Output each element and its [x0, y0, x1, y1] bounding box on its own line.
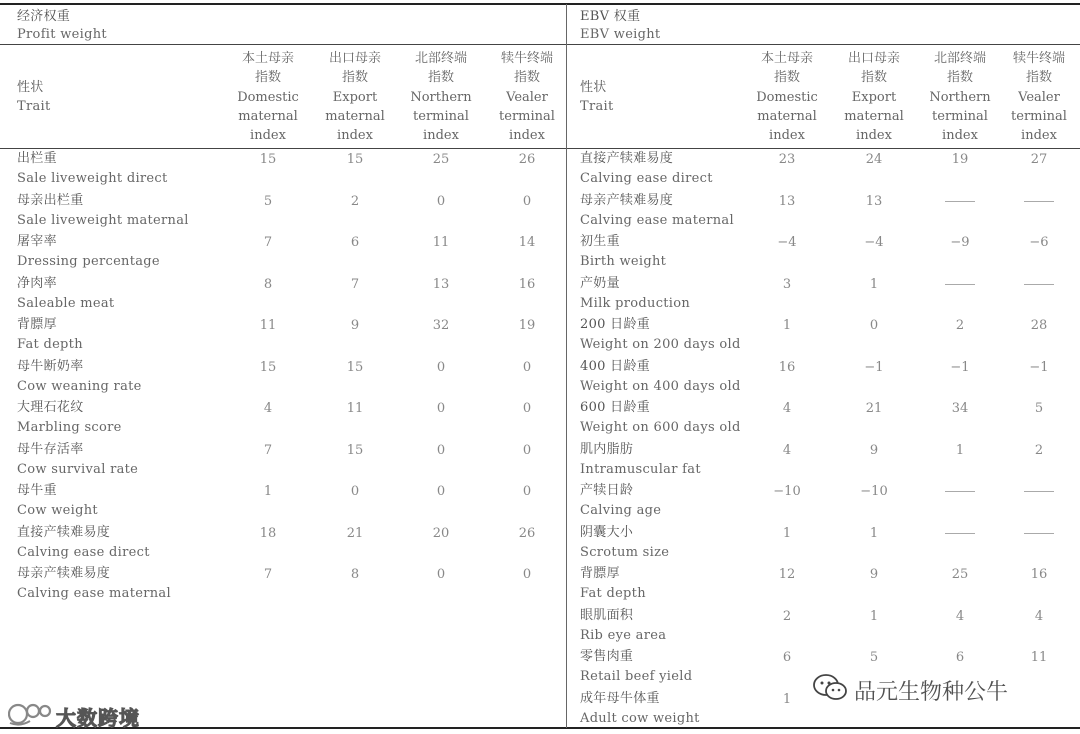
right-cell-value: 1 — [782, 691, 792, 707]
right-row-trait-zh: 肌内脂肪 — [580, 441, 634, 457]
left-cell-value: 11 — [432, 235, 450, 250]
left-row-trait-en: Cow survival rate — [17, 461, 139, 477]
brand-logo-icon — [8, 701, 52, 731]
left-row-trait-en: Calving ease maternal — [17, 586, 171, 601]
left-row-trait-en: Cow weaning rate — [17, 378, 142, 394]
right-cell-value: −10 — [773, 484, 801, 499]
left-cell-value: 9 — [350, 318, 360, 333]
right-cell-value: 4 — [782, 442, 792, 458]
left-cell-value: 11 — [259, 318, 277, 333]
right-row-trait-en: Weight on 200 days old — [580, 337, 741, 352]
right-row-trait-zh: 母亲产犊难易度 — [580, 192, 674, 208]
right-cell-value: 0 — [869, 318, 879, 333]
right-cell-value: 25 — [951, 567, 969, 582]
right-cell-value: 9 — [869, 442, 879, 458]
section-header-rule — [0, 44, 1080, 45]
left-row-trait-en: Calving ease direct — [17, 544, 150, 560]
right-row-trait-en: Scrotum size — [580, 544, 670, 560]
right-cell-value: 5 — [869, 650, 879, 665]
right-row-trait-en: Fat depth — [580, 586, 646, 601]
right-row-trait-en: Weight on 600 days old — [580, 420, 741, 435]
left-cell-value: 15 — [346, 359, 364, 375]
left-cell-value: 8 — [263, 276, 273, 292]
left-cell-value: 6 — [350, 235, 360, 250]
left-cell-value: 0 — [522, 359, 532, 375]
left-col-header-4-l1: 犊牛终端 — [500, 51, 553, 66]
right-cell-value: 1 — [782, 525, 792, 541]
left-row-trait-zh: 母牛存活率 — [17, 441, 84, 457]
left-cell-value: 1 — [263, 484, 273, 499]
right-row-trait-zh: 背膘厚 — [580, 566, 620, 581]
right-cell-value: 24 — [865, 152, 883, 167]
right-col-header-3-l1: 北部终端 — [933, 51, 986, 66]
left-cell-value: 7 — [350, 276, 360, 292]
left-col-header-4-l4: terminal — [499, 108, 555, 124]
left-col-header-3-l3: Northern — [410, 89, 472, 105]
right-cell-dash — [945, 201, 975, 202]
watermark-right-text: 品元生物种公牛 — [854, 679, 1009, 705]
left-col-header-2-l1: 出口母亲 — [328, 51, 381, 66]
right-cell-value: 2 — [955, 318, 965, 333]
left-cell-value: 26 — [518, 152, 536, 167]
left-cell-value: 0 — [350, 484, 360, 499]
left-row-trait-en: Marbling score — [17, 420, 122, 435]
right-row-trait-zh: 阴囊大小 — [580, 524, 634, 540]
right-cell-value: 6 — [955, 650, 965, 665]
right-row-trait-en: Retail beef yield — [580, 669, 693, 684]
right-cell-value: 11 — [1030, 650, 1048, 665]
right-col-header-2-l5: index — [856, 128, 892, 144]
right-col-header-3-l2: 指数 — [946, 70, 973, 86]
right-col-header-2-l3: Export — [851, 89, 897, 105]
right-cell-value: −1 — [950, 359, 970, 375]
left-row-trait-zh: 母牛重 — [17, 483, 57, 498]
right-row-trait-en: Calving ease maternal — [580, 212, 734, 228]
left-col-header-1-l5: index — [250, 128, 286, 144]
left-cell-value: 15 — [346, 152, 364, 167]
right-cell-value: 4 — [955, 608, 965, 624]
column-header-rule — [0, 148, 1080, 149]
right-col-header-1-l5: index — [769, 128, 805, 144]
right-col-header-4-l3: Vealer — [1018, 89, 1060, 105]
right-row-trait-en: Adult cow weight — [580, 710, 700, 726]
left-cell-value: 11 — [346, 401, 364, 416]
right-cell-dash — [1024, 491, 1054, 492]
left-cell-value: 15 — [346, 442, 364, 458]
right-row-trait-zh: 眼肌面积 — [580, 607, 634, 623]
right-cell-value: 1 — [782, 318, 792, 333]
right-row-trait-en: Calving age — [580, 503, 662, 518]
left-cell-value: 21 — [346, 525, 364, 541]
right-col-header-2-l1: 出口母亲 — [847, 51, 900, 66]
right-trait-header-zh: 性状 — [580, 80, 607, 95]
right-cell-value: 3 — [782, 276, 792, 292]
right-row-trait-en: Weight on 400 days old — [580, 378, 741, 394]
left-cell-value: 0 — [522, 484, 532, 499]
left-cell-value: 19 — [518, 318, 536, 333]
right-cell-value: 5 — [1034, 401, 1044, 416]
right-cell-value: 27 — [1030, 152, 1048, 167]
left-col-header-4-l3: Vealer — [506, 89, 548, 105]
right-row-trait-en: Intramuscular fat — [580, 461, 701, 477]
left-col-header-3-l5: index — [423, 128, 459, 144]
right-cell-value: 19 — [951, 152, 969, 167]
right-col-header-1-l2: 指数 — [773, 70, 800, 86]
right-cell-dash — [1024, 201, 1054, 202]
left-col-header-1-l2: 指数 — [254, 70, 281, 86]
right-cell-value: 16 — [778, 359, 796, 375]
right-cell-value: 23 — [778, 152, 796, 167]
right-cell-value: 1 — [869, 525, 879, 541]
left-cell-value: 0 — [436, 193, 446, 209]
left-cell-value: 0 — [436, 401, 446, 416]
left-cell-value: 0 — [436, 567, 446, 582]
right-cell-value: −10 — [860, 484, 888, 499]
left-row-trait-zh: 母牛断奶率 — [17, 358, 84, 374]
right-col-header-3-l4: terminal — [932, 108, 988, 124]
left-cell-value: 18 — [259, 525, 277, 541]
right-cell-value: −1 — [864, 359, 884, 375]
left-cell-value: 13 — [432, 276, 450, 292]
left-col-header-2-l2: 指数 — [341, 70, 368, 86]
left-cell-value: 26 — [518, 525, 536, 541]
left-row-trait-zh: 出栏重 — [17, 151, 57, 166]
left-cell-value: 0 — [436, 359, 446, 375]
table-bottom-rule — [0, 727, 1080, 729]
right-cell-value: −4 — [777, 235, 797, 250]
left-cell-value: 16 — [518, 276, 536, 292]
left-cell-value: 0 — [522, 401, 532, 416]
left-col-header-4-l5: index — [509, 128, 545, 144]
right-col-header-1-l4: maternal — [757, 108, 817, 124]
left-row-trait-zh: 母亲产犊难易度 — [17, 566, 111, 581]
right-col-header-1-l3: Domestic — [756, 89, 818, 105]
right-row-trait-zh: 400 日龄重 — [580, 358, 651, 374]
right-cell-value: 1 — [869, 276, 879, 292]
right-section-title-zh: EBV 权重 — [580, 9, 641, 24]
right-col-header-4-l2: 指数 — [1025, 70, 1052, 86]
right-col-header-1-l1: 本土母亲 — [760, 51, 813, 66]
watermark-right — [812, 673, 1008, 707]
left-col-header-4-l2: 指数 — [513, 70, 540, 86]
right-cell-value: 6 — [782, 650, 792, 665]
left-row-trait-en: Sale liveweight direct — [17, 171, 168, 186]
right-row-trait-zh: 直接产犊难易度 — [580, 151, 674, 166]
left-cell-value: 5 — [263, 193, 273, 209]
left-row-trait-zh: 直接产犊难易度 — [17, 524, 111, 540]
right-row-trait-zh: 产奶量 — [580, 275, 620, 291]
left-row-trait-zh: 母亲出栏重 — [17, 192, 84, 208]
left-trait-header-en: Trait — [17, 99, 51, 114]
left-section-title-zh: 经济权重 — [17, 9, 71, 24]
left-cell-value: 0 — [522, 567, 532, 582]
left-col-header-1-l3: Domestic — [237, 89, 299, 105]
right-col-header-3-l5: index — [942, 128, 978, 144]
right-row-trait-en: Milk production — [580, 295, 691, 311]
left-cell-value: 32 — [432, 318, 450, 333]
left-cell-value: 8 — [350, 567, 360, 582]
right-cell-value: 4 — [1034, 608, 1044, 624]
right-cell-value: −4 — [864, 235, 884, 250]
right-cell-value: 13 — [865, 193, 883, 209]
left-cell-value: 7 — [263, 567, 273, 582]
right-col-header-4-l5: index — [1021, 128, 1057, 144]
table-top-rule — [0, 3, 1080, 5]
right-row-trait-zh: 成年母牛体重 — [580, 690, 660, 706]
right-cell-value: 4 — [782, 401, 792, 416]
right-row-trait-zh: 600 日龄重 — [580, 400, 651, 415]
right-cell-value: 2 — [782, 608, 792, 624]
left-row-trait-en: Saleable meat — [17, 295, 115, 311]
watermark-left-text: 大数跨境 — [56, 705, 140, 730]
wechat-icon — [812, 673, 848, 707]
right-col-header-3-l3: Northern — [929, 89, 991, 105]
right-cell-value: 28 — [1030, 318, 1048, 333]
right-cell-value: 16 — [1030, 567, 1048, 582]
right-cell-value: −1 — [1029, 359, 1049, 375]
left-row-trait-zh: 屠宰率 — [17, 234, 57, 249]
right-cell-dash — [945, 284, 975, 285]
left-cell-value: 4 — [263, 401, 273, 416]
right-col-header-4-l4: terminal — [1011, 108, 1067, 124]
right-cell-value: 1 — [955, 442, 965, 458]
right-section-title-en: EBV weight — [580, 27, 661, 42]
left-cell-value: 7 — [263, 235, 273, 250]
left-cell-value: 25 — [432, 152, 450, 167]
left-col-header-3-l1: 北部终端 — [414, 51, 467, 66]
left-col-header-3-l4: terminal — [413, 108, 469, 124]
left-col-header-1-l1: 本土母亲 — [241, 51, 294, 66]
left-row-trait-zh: 大理石花纹 — [17, 400, 84, 415]
left-col-header-1-l4: maternal — [238, 108, 298, 124]
right-row-trait-en: Calving ease direct — [580, 171, 713, 186]
right-cell-value: 34 — [951, 401, 969, 416]
left-cell-value: 7 — [263, 442, 273, 458]
left-row-trait-zh: 背膘厚 — [17, 317, 57, 332]
left-cell-value: 14 — [518, 235, 536, 250]
right-cell-value: 21 — [865, 401, 883, 416]
right-cell-dash — [945, 491, 975, 492]
left-cell-value: 20 — [432, 525, 450, 541]
left-col-header-2-l3: Export — [332, 89, 378, 105]
left-cell-value: 0 — [522, 442, 532, 458]
left-row-trait-en: Fat depth — [17, 337, 83, 352]
left-cell-value: 15 — [259, 359, 277, 375]
right-cell-dash — [1024, 533, 1054, 534]
right-cell-dash — [1024, 284, 1054, 285]
right-row-trait-zh: 初生重 — [580, 234, 620, 249]
right-col-header-2-l2: 指数 — [860, 70, 887, 86]
right-cell-value: 13 — [778, 193, 796, 209]
left-cell-value: 0 — [436, 484, 446, 499]
left-section-title-en: Profit weight — [17, 27, 107, 42]
left-col-header-2-l5: index — [337, 128, 373, 144]
right-trait-header-en: Trait — [580, 99, 614, 114]
right-row-trait-zh: 零售肉重 — [580, 649, 634, 664]
right-col-header-4-l1: 犊牛终端 — [1012, 51, 1065, 66]
right-cell-value: −6 — [1029, 235, 1049, 250]
right-row-trait-en: Rib eye area — [580, 627, 667, 643]
right-col-header-2-l4: maternal — [844, 108, 904, 124]
left-row-trait-zh: 净肉率 — [17, 275, 57, 291]
right-cell-value: 9 — [869, 567, 879, 582]
left-cell-value: 2 — [350, 193, 360, 209]
right-cell-dash — [945, 533, 975, 534]
watermark-left — [8, 701, 140, 731]
left-row-trait-en: Sale liveweight maternal — [17, 212, 189, 228]
left-cell-value: 0 — [436, 442, 446, 458]
left-cell-value: 15 — [259, 152, 277, 167]
right-row-trait-zh: 产犊日龄 — [580, 483, 634, 498]
left-row-trait-en: Dressing percentage — [17, 254, 160, 269]
right-cell-value: 12 — [778, 567, 796, 582]
left-trait-header-zh: 性状 — [17, 80, 44, 95]
left-cell-value: 0 — [522, 193, 532, 209]
left-col-header-3-l2: 指数 — [427, 70, 454, 86]
right-cell-value: −9 — [950, 235, 970, 250]
left-row-trait-en: Cow weight — [17, 503, 98, 518]
right-cell-value: 1 — [869, 608, 879, 624]
right-row-trait-en: Birth weight — [580, 254, 667, 269]
right-row-trait-zh: 200 日龄重 — [580, 317, 651, 332]
left-col-header-2-l4: maternal — [325, 108, 385, 124]
right-cell-value: 2 — [1034, 442, 1044, 458]
